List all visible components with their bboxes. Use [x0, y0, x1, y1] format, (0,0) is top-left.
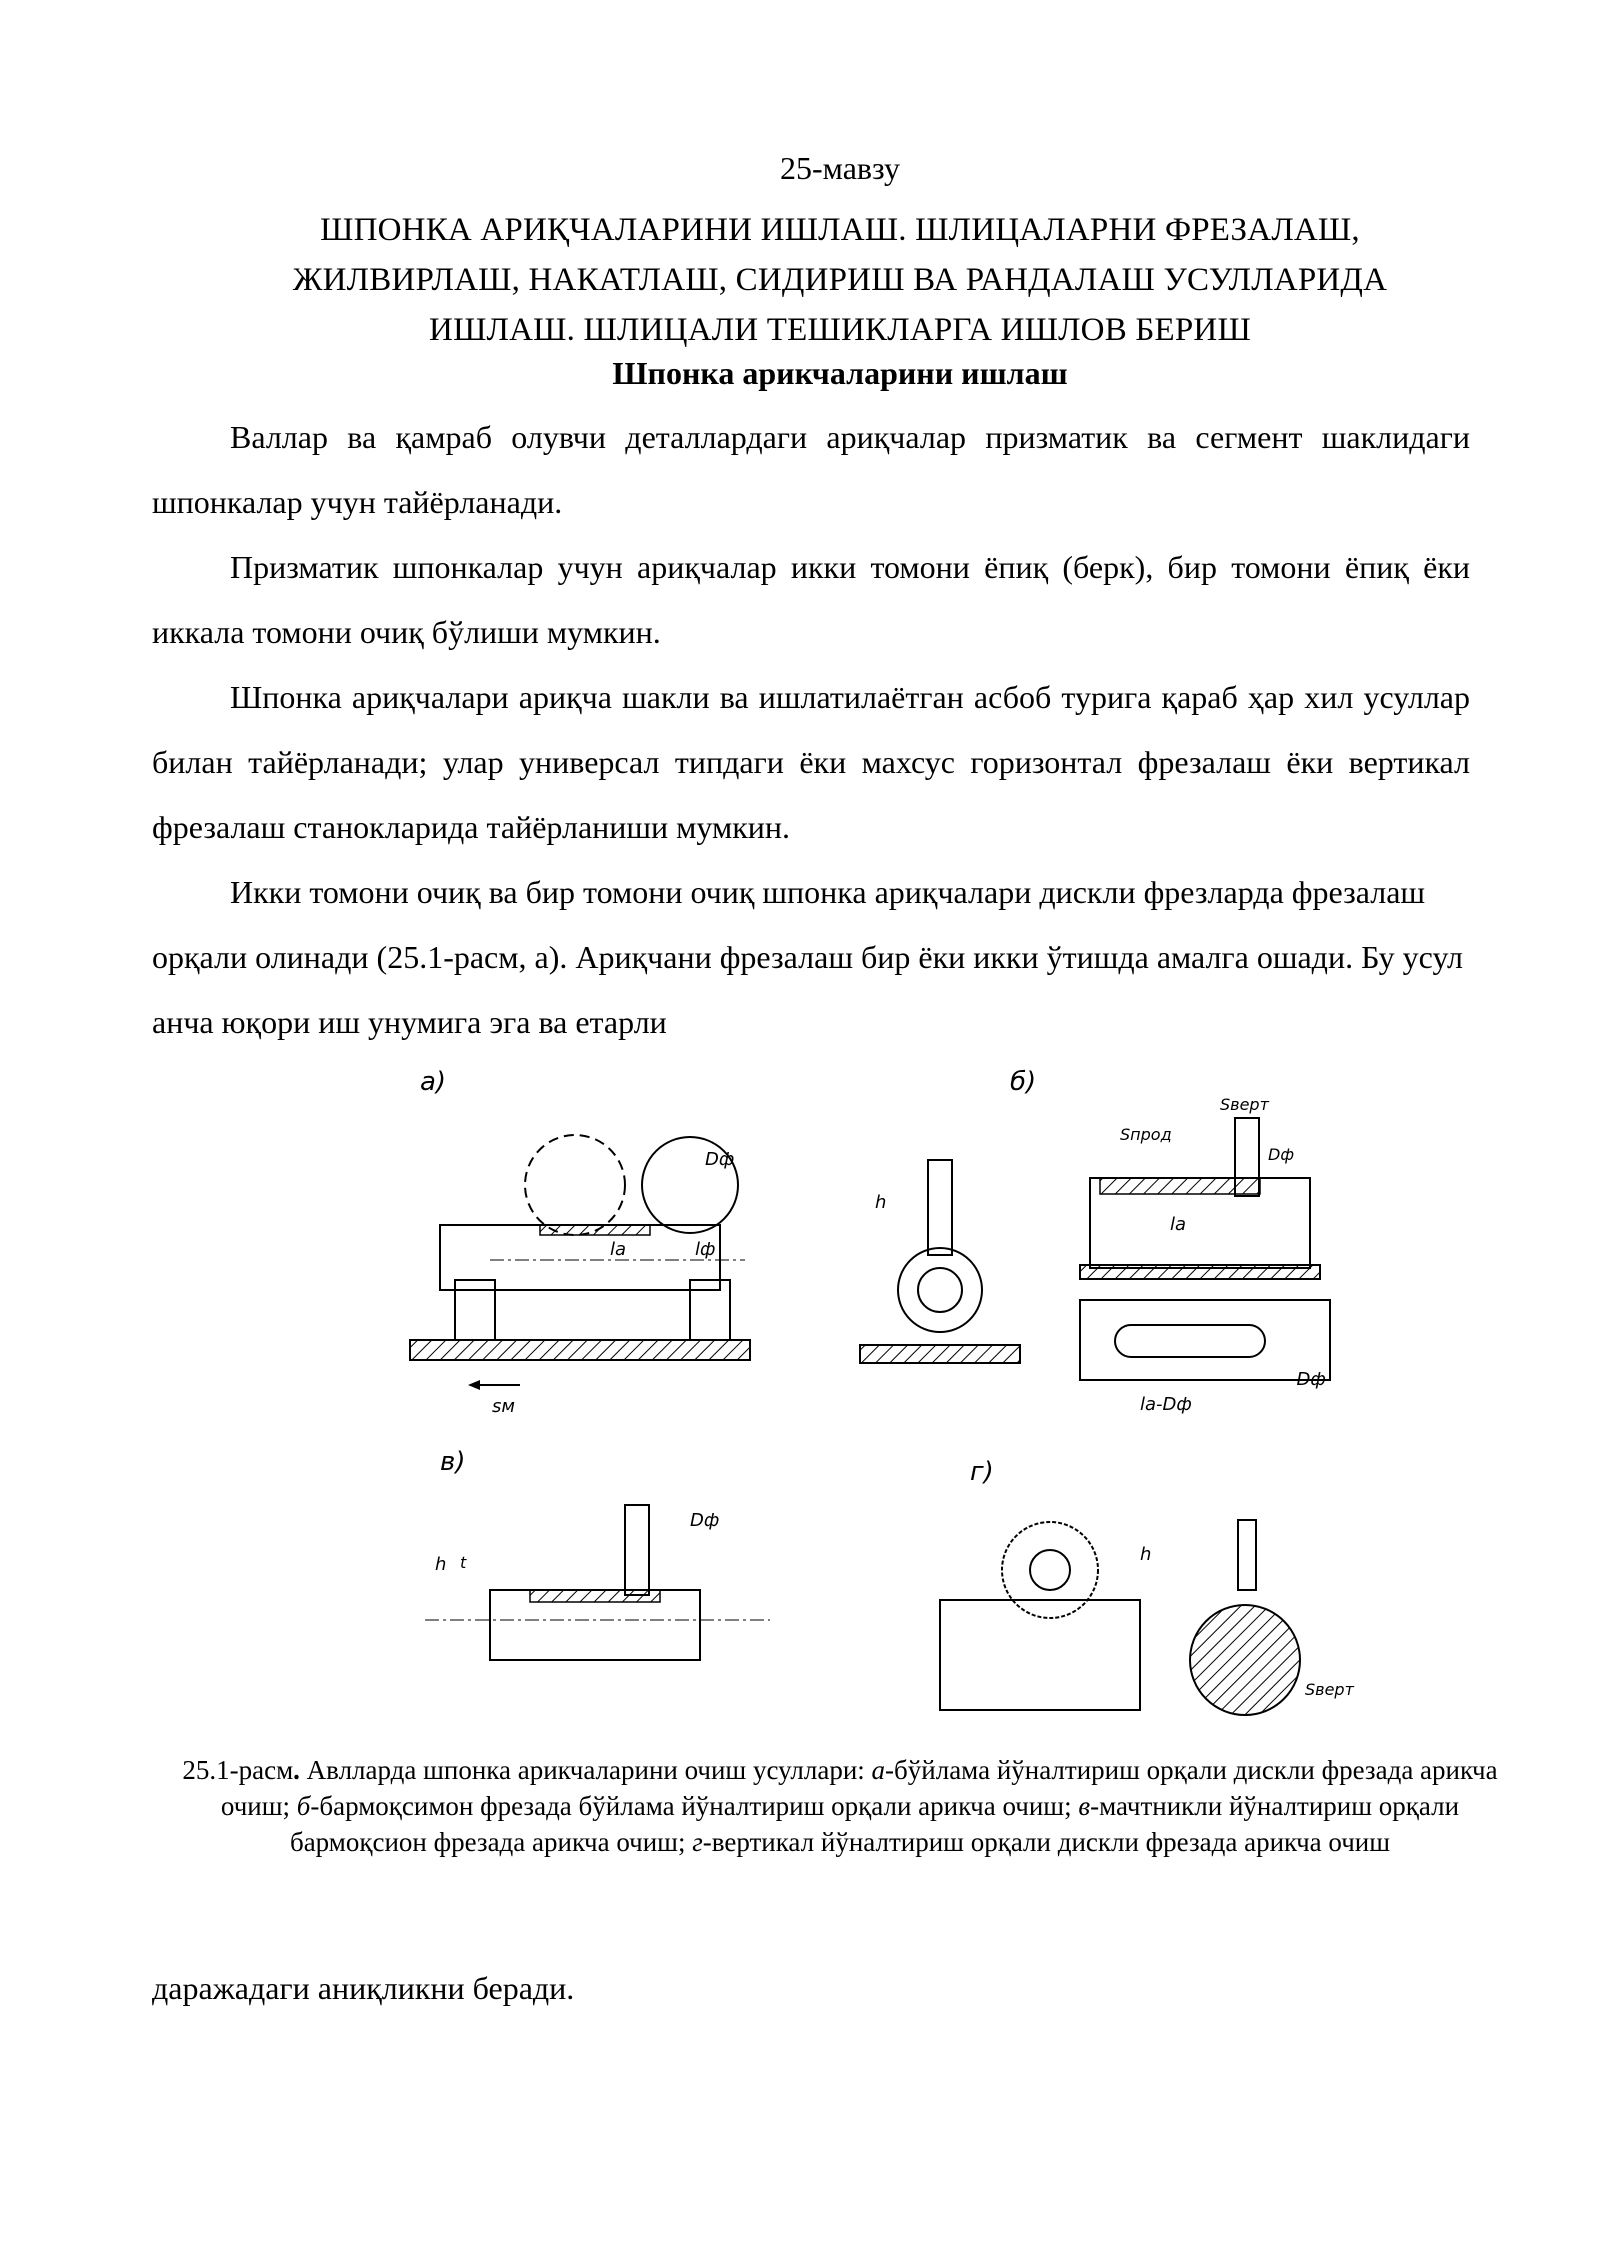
panel-v-label-height: h: [435, 1554, 447, 1575]
document-title: [150, 205, 1530, 355]
panel-b-label-feed-long: Sпрод: [1120, 1125, 1172, 1144]
caption-lead: 25.1-расм: [182, 1755, 294, 1785]
caption-b-letter: б: [296, 1791, 311, 1821]
panel-b-label: б): [1010, 1067, 1037, 1097]
panel-b-shaft-inner: [918, 1268, 962, 1312]
panel-g-label-feed: Sверт: [1305, 1680, 1354, 1699]
panel-b-base-left: [860, 1345, 1020, 1363]
topic-number: 25-мавзу: [780, 150, 900, 186]
caption-a-text: -бўйлама йўналтириш орқали дискли фрезада арикча очиш;: [220, 1755, 1498, 1821]
panel-b: [860, 1067, 1330, 1415]
panel-g-section: [1190, 1605, 1300, 1715]
panel-g-cutter-hub: [1030, 1550, 1070, 1590]
caption-b-text: -бармоқсимон фрезада бўйлама йўналтириш орқали арикча очиш;: [310, 1791, 1079, 1821]
caption-lead-dot: .: [293, 1755, 300, 1785]
panel-g-cutter: [1002, 1522, 1098, 1618]
figure-caption: [150, 1752, 1530, 1860]
section-heading: Шпонка арикчаларини ишлаш: [612, 355, 1068, 391]
panel-a-cutter-dashed: [525, 1135, 625, 1235]
title-line-3: ИШЛАШ. ШЛИЦАЛИ ТЕШИКЛАРГА ИШЛОВ БЕРИШ: [429, 312, 1251, 348]
panel-v: [425, 1447, 770, 1660]
panel-g-label-height: h: [1140, 1544, 1152, 1565]
panel-b-label-feed-vert: Sверт: [1220, 1095, 1269, 1114]
paragraph-3: Шпонка ариқчалари ариқча шакли ва ишлатилаётган асбоб турига қараб ҳар хил усуллар билан тайёрланади; улар универсал типдаги ёки махсус горизонтал фрезалаш ёки вертикал фрезалаш станокларида тайёрланиши мумкин.: [152, 679, 1470, 845]
panel-a-label-offset: lф: [695, 1239, 716, 1260]
continuation-text: даражадаги аниқликни беради.: [152, 1970, 575, 2006]
panel-v-label-depth: t: [460, 1553, 467, 1572]
panel-b-label-height: h: [875, 1192, 887, 1213]
caption-g-letter: г: [692, 1827, 703, 1857]
panel-a: [410, 1067, 750, 1417]
panel-g-label: г): [970, 1457, 994, 1487]
paragraph-2: Призматик шпонкалар учун ариқчалар икки томони ёпиқ (берк), бир томони ёпиқ ёки иккала томони очиқ бўлиши мумкин.: [152, 549, 1470, 650]
panel-g: [940, 1457, 1355, 1715]
panel-a-label: а): [420, 1067, 447, 1097]
title-line-2: ЖИЛВИРЛАШ, НАКАТЛАШ, СИДИРИШ ВА РАНДАЛАШ УСУЛЛАРИДА: [292, 262, 1388, 298]
panel-a-label-diameter: Dф: [705, 1149, 735, 1170]
caption-g-text: -вертикал йўналтириш орқали дискли фрезада арикча очиш: [702, 1827, 1391, 1857]
panel-v-label: в): [440, 1447, 466, 1477]
keyway-milling-figure: [400, 1060, 1380, 1740]
panel-b-endmill-side: [928, 1160, 952, 1255]
panel-g-spindle: [1238, 1520, 1256, 1590]
panel-b-table: [1080, 1265, 1320, 1279]
panel-b-shaft-section: [898, 1248, 982, 1332]
panel-a-label-feed: sм: [492, 1396, 515, 1417]
panel-b-label-diameter2: -Dф: [1290, 1369, 1326, 1390]
panel-b-plan-slot: [1115, 1325, 1265, 1357]
panel-b-label-diameter: Dф: [1268, 1145, 1294, 1164]
panel-a-feed-arrowhead: [468, 1380, 480, 1390]
panel-b-label-length: lа: [1170, 1214, 1187, 1235]
paragraph-4: Икки томони очиқ ва бир томони очиқ шпонка ариқчалари дискли фрезларда фрезалаш орқали олинади (25.1-расм, а). Ариқчани фрезалаш бир ёки икки ўтишда амалга ошади. Бу усул анча юқори иш унумига эга ва етарли: [152, 874, 1463, 1040]
caption-v-letter: в: [1078, 1791, 1091, 1821]
panel-v-label-diameter: Dф: [690, 1510, 720, 1531]
paragraph-1: Валлар ва қамраб олувчи деталлардаги ариқчалар призматик ва сегмент шаклидаги шпонкалар учун тайёрланади.: [152, 419, 1470, 520]
panel-v-endmill: [625, 1505, 649, 1595]
title-line-1: ШПОНКА АРИҚЧАЛАРИНИ ИШЛАШ. ШЛИЦАЛАРНИ ФРЕЗАЛАШ,: [320, 212, 1360, 248]
panel-a-base: [410, 1340, 750, 1360]
body-text: [152, 405, 1470, 1055]
panel-a-label-length: lа: [610, 1239, 627, 1260]
panel-b-plan-view: [1080, 1300, 1330, 1380]
caption-v-text: -мачтникли йўналтириш орқали бармоқсион фрезада арикча очиш;: [289, 1791, 1460, 1857]
caption-intro: Авлларда шпонка арикчаларини очиш усуллари:: [299, 1755, 872, 1785]
panel-b-label-length-minus: lа-Dф: [1140, 1394, 1192, 1415]
caption-a-letter: а: [871, 1755, 886, 1785]
